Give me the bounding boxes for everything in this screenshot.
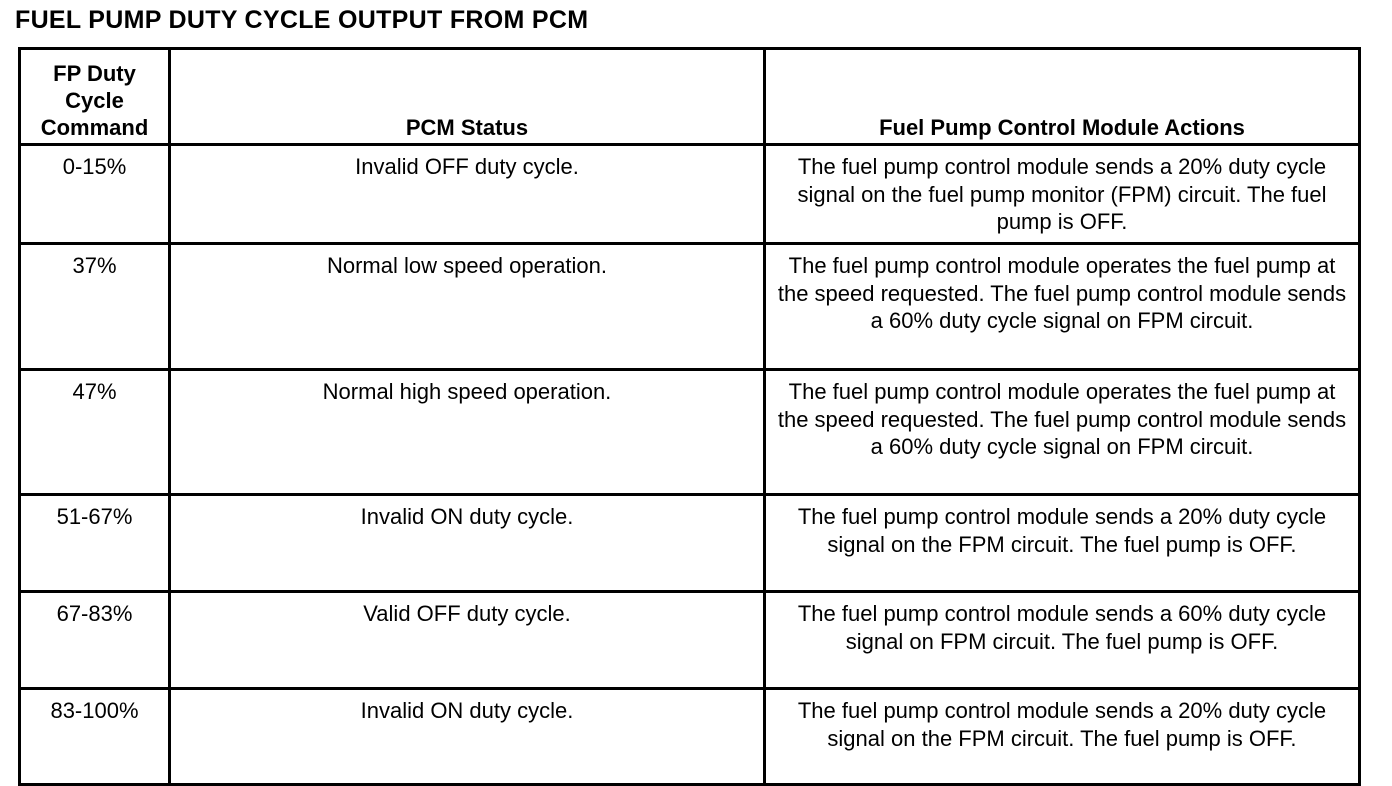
table-row <box>20 689 1360 785</box>
cell-command: 67-83% <box>20 592 170 689</box>
table-row <box>20 592 1360 689</box>
cell-command: 0-15% <box>20 145 170 244</box>
cell-command: 37% <box>20 244 170 370</box>
cell-status: Invalid ON duty cycle. <box>170 495 765 592</box>
cell-command: 51-67% <box>20 495 170 592</box>
duty-cycle-table <box>18 47 1361 786</box>
cell-actions: The fuel pump control module sends a 60% duty cycle signal on FPM circuit. The fuel pump is OFF. <box>764 592 1359 689</box>
table-row <box>20 145 1360 244</box>
cell-actions: The fuel pump control module sends a 20% duty cycle signal on the fuel pump monitor (FPM) circuit. The fuel pump is OFF. <box>764 145 1359 244</box>
table-row <box>20 244 1360 370</box>
cell-status: Normal low speed operation. <box>170 244 765 370</box>
header-command: FP Duty Cycle Command <box>20 49 170 145</box>
page-title: FUEL PUMP DUTY CYCLE OUTPUT FROM PCM <box>15 6 589 34</box>
table-row <box>20 495 1360 592</box>
cell-status: Invalid OFF duty cycle. <box>170 145 765 244</box>
header-status: PCM Status <box>170 49 765 145</box>
table-header-row <box>20 49 1360 145</box>
table-row <box>20 370 1360 495</box>
cell-actions: The fuel pump control module sends a 20% duty cycle signal on the FPM circuit. The fuel pump is OFF. <box>764 689 1359 785</box>
cell-status: Invalid ON duty cycle. <box>170 689 765 785</box>
header-actions: Fuel Pump Control Module Actions <box>764 49 1359 145</box>
cell-actions: The fuel pump control module sends a 20% duty cycle signal on the FPM circuit. The fuel pump is OFF. <box>764 495 1359 592</box>
cell-actions: The fuel pump control module operates the fuel pump at the speed requested. The fuel pump control module sends a 60% duty cycle signal on FPM circuit. <box>764 370 1359 495</box>
cell-status: Valid OFF duty cycle. <box>170 592 765 689</box>
cell-actions: The fuel pump control module operates the fuel pump at the speed requested. The fuel pump control module sends a 60% duty cycle signal on FPM circuit. <box>764 244 1359 370</box>
cell-status: Normal high speed operation. <box>170 370 765 495</box>
cell-command: 47% <box>20 370 170 495</box>
cell-command: 83-100% <box>20 689 170 785</box>
